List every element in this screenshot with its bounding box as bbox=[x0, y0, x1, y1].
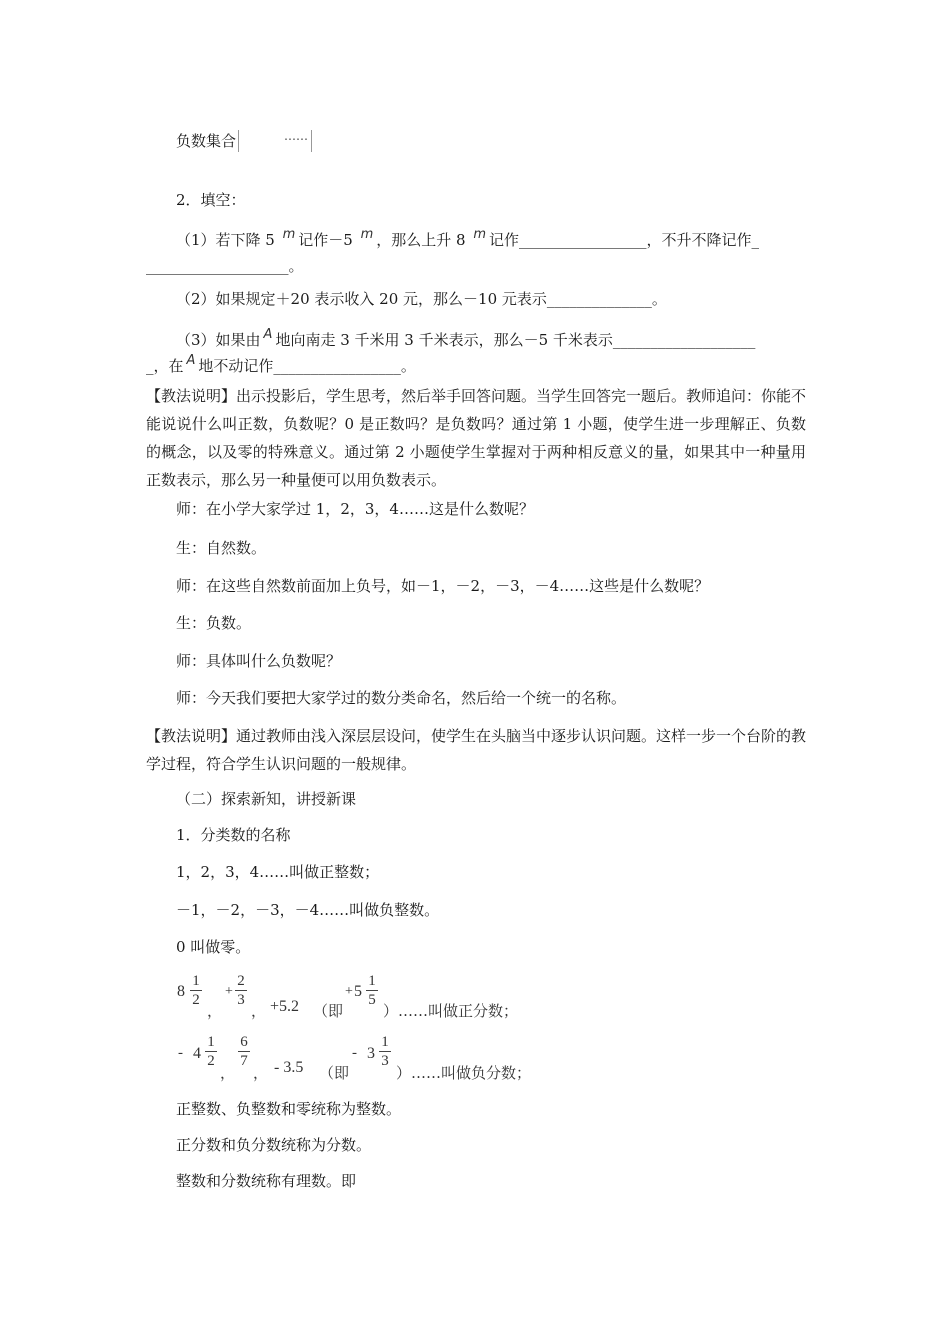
pf-comma-2: ， bbox=[251, 1004, 267, 1020]
pf-b-fraction bbox=[234, 972, 248, 1009]
nf-a-whole: 4 bbox=[193, 1045, 201, 1062]
pf-c-decimal: +5.2 bbox=[270, 998, 300, 1015]
pf-tail: ）……叫做正分数； bbox=[383, 1002, 519, 1020]
set-ellipsis: …… bbox=[284, 129, 309, 143]
negative-set-box bbox=[238, 130, 312, 152]
q2-1-text-a: （1）若下降 5 bbox=[176, 231, 280, 249]
pf-a-den: 2 bbox=[192, 992, 200, 1008]
q2-3-line1 bbox=[176, 327, 756, 352]
q2-3-text-d: 地不动记作_________________。 bbox=[198, 357, 416, 375]
teaching-note-1-text: 【教法说明】出示投影后，学生思考，然后举手回答问题。当学生回答完一题后。教师追问：你能不能说说什么叫正数，负数呢？0 是正数吗？是负数吗？通过第 1 小题，使学生进一步理解正、负数的概念，以及零的特殊意义。通过第 2 小题使学生掌握对于两种相反意义的量，如果其中一种量用正数表示，那么另一种量便可以用负数表示。 bbox=[146, 387, 807, 489]
section-2-heading: （二）探索新知，讲授新课 bbox=[176, 790, 357, 808]
point-a-1: A bbox=[263, 327, 273, 342]
nf-a-den: 2 bbox=[207, 1053, 215, 1069]
negative-set-label: 负数集合 bbox=[176, 132, 237, 150]
point-a-2: A bbox=[186, 353, 196, 368]
unit-m-3: m bbox=[473, 227, 487, 242]
nf-b-den: 7 bbox=[240, 1053, 248, 1069]
pf-a-whole: 8 bbox=[177, 983, 185, 1000]
rationals-definition: 整数和分数统称有理数。即 bbox=[176, 1172, 357, 1190]
pf-d-den: 5 bbox=[368, 992, 376, 1008]
unit-m-2: m bbox=[360, 227, 374, 242]
fractions-definition: 正分数和负分数统称为分数。 bbox=[176, 1136, 372, 1154]
nf-d-whole: 3 bbox=[367, 1045, 375, 1062]
q2-3-text-c: _，在 bbox=[146, 357, 184, 375]
teaching-note-1 bbox=[146, 382, 806, 494]
q2-1-text-d: 记作_________________，不升不降记作_ bbox=[489, 231, 760, 249]
q2-3-text-b: 地向南走 3 千米用 3 千米表示，那么－5 千米表示___________________ bbox=[275, 331, 756, 349]
dialogue-1: 师：在小学大家学过 1，2，3，4……这是什么数呢？ bbox=[176, 500, 534, 518]
nf-d-sign: - bbox=[352, 1045, 357, 1061]
nf-a-num: 1 bbox=[207, 1034, 215, 1050]
integers-definition: 正整数、负整数和零统称为整数。 bbox=[176, 1100, 402, 1118]
positive-integers-line: 1，2，3，4……叫做正整数； bbox=[176, 863, 380, 881]
pf-b-sign: + bbox=[225, 984, 233, 999]
nf-d-fraction bbox=[378, 1033, 392, 1070]
dialogue-5: 师：具体叫什么负数呢？ bbox=[176, 652, 342, 670]
nf-a-fraction bbox=[204, 1033, 218, 1070]
pf-a-num: 1 bbox=[192, 973, 200, 989]
q2-3-text-a: （3）如果由 bbox=[176, 331, 261, 349]
q2-title: 2．填空： bbox=[176, 191, 246, 209]
negative-set-line bbox=[176, 130, 312, 152]
pf-b-num: 2 bbox=[237, 973, 245, 989]
nf-d-den: 3 bbox=[381, 1053, 389, 1069]
pf-d-sign: + bbox=[345, 984, 353, 999]
pf-b-den: 3 bbox=[237, 992, 245, 1008]
dialogue-4: 生：负数。 bbox=[176, 614, 252, 632]
nf-c-decimal: - 3.5 bbox=[274, 1059, 304, 1076]
q2-1-text-c: ，那么上升 8 bbox=[376, 231, 471, 249]
q2-1-text-b: 记作－5 bbox=[298, 231, 358, 249]
dialogue-6: 师：今天我们要把大家学过的数分类命名，然后给一个统一的名称。 bbox=[176, 689, 627, 707]
q2-1-line2: ___________________。 bbox=[146, 257, 304, 275]
nf-a-sign: - bbox=[178, 1045, 183, 1061]
pf-d-whole: 5 bbox=[354, 983, 362, 1000]
dialogue-2: 生：自然数。 bbox=[176, 539, 267, 557]
dialogue-3: 师：在这些自然数前面加上负号，如－1，－2，－3，－4……这些是什么数呢？ bbox=[176, 577, 710, 595]
nf-b-fraction bbox=[237, 1033, 251, 1070]
nf-comma-2: ， bbox=[253, 1066, 269, 1082]
unit-m-1: m bbox=[282, 227, 296, 242]
pf-paren-open: （即 bbox=[313, 1002, 344, 1020]
nf-b-num: 6 bbox=[240, 1034, 248, 1050]
q2-3-line2 bbox=[146, 353, 416, 378]
pf-a-fraction bbox=[189, 972, 203, 1009]
negative-integers-line: －1，－2，－3，－4……叫做负整数。 bbox=[176, 901, 440, 919]
q2-2-line: （2）如果规定＋20 表示收入 20 元，那么－10 元表示______________。 bbox=[176, 290, 667, 308]
q2-1-line1 bbox=[176, 227, 760, 252]
teaching-note-2-text: 【教法说明】通过教师由浅入深层层设问，使学生在头脑当中逐步认识问题。这样一步一个台阶的教学过程，符合学生认识问题的一般规律。 bbox=[146, 727, 807, 773]
subsection-1: 1．分类数的名称 bbox=[176, 826, 291, 844]
nf-tail: ）……叫做负分数； bbox=[396, 1064, 532, 1082]
zero-line: 0 叫做零。 bbox=[176, 938, 251, 956]
nf-comma-1: ， bbox=[220, 1066, 236, 1082]
nf-paren-open: （即 bbox=[319, 1064, 350, 1082]
pf-d-fraction bbox=[365, 972, 379, 1009]
nf-d-num: 1 bbox=[381, 1034, 389, 1050]
pf-d-num: 1 bbox=[368, 973, 376, 989]
pf-comma-1: ， bbox=[207, 1004, 223, 1020]
teaching-note-2 bbox=[146, 722, 806, 778]
